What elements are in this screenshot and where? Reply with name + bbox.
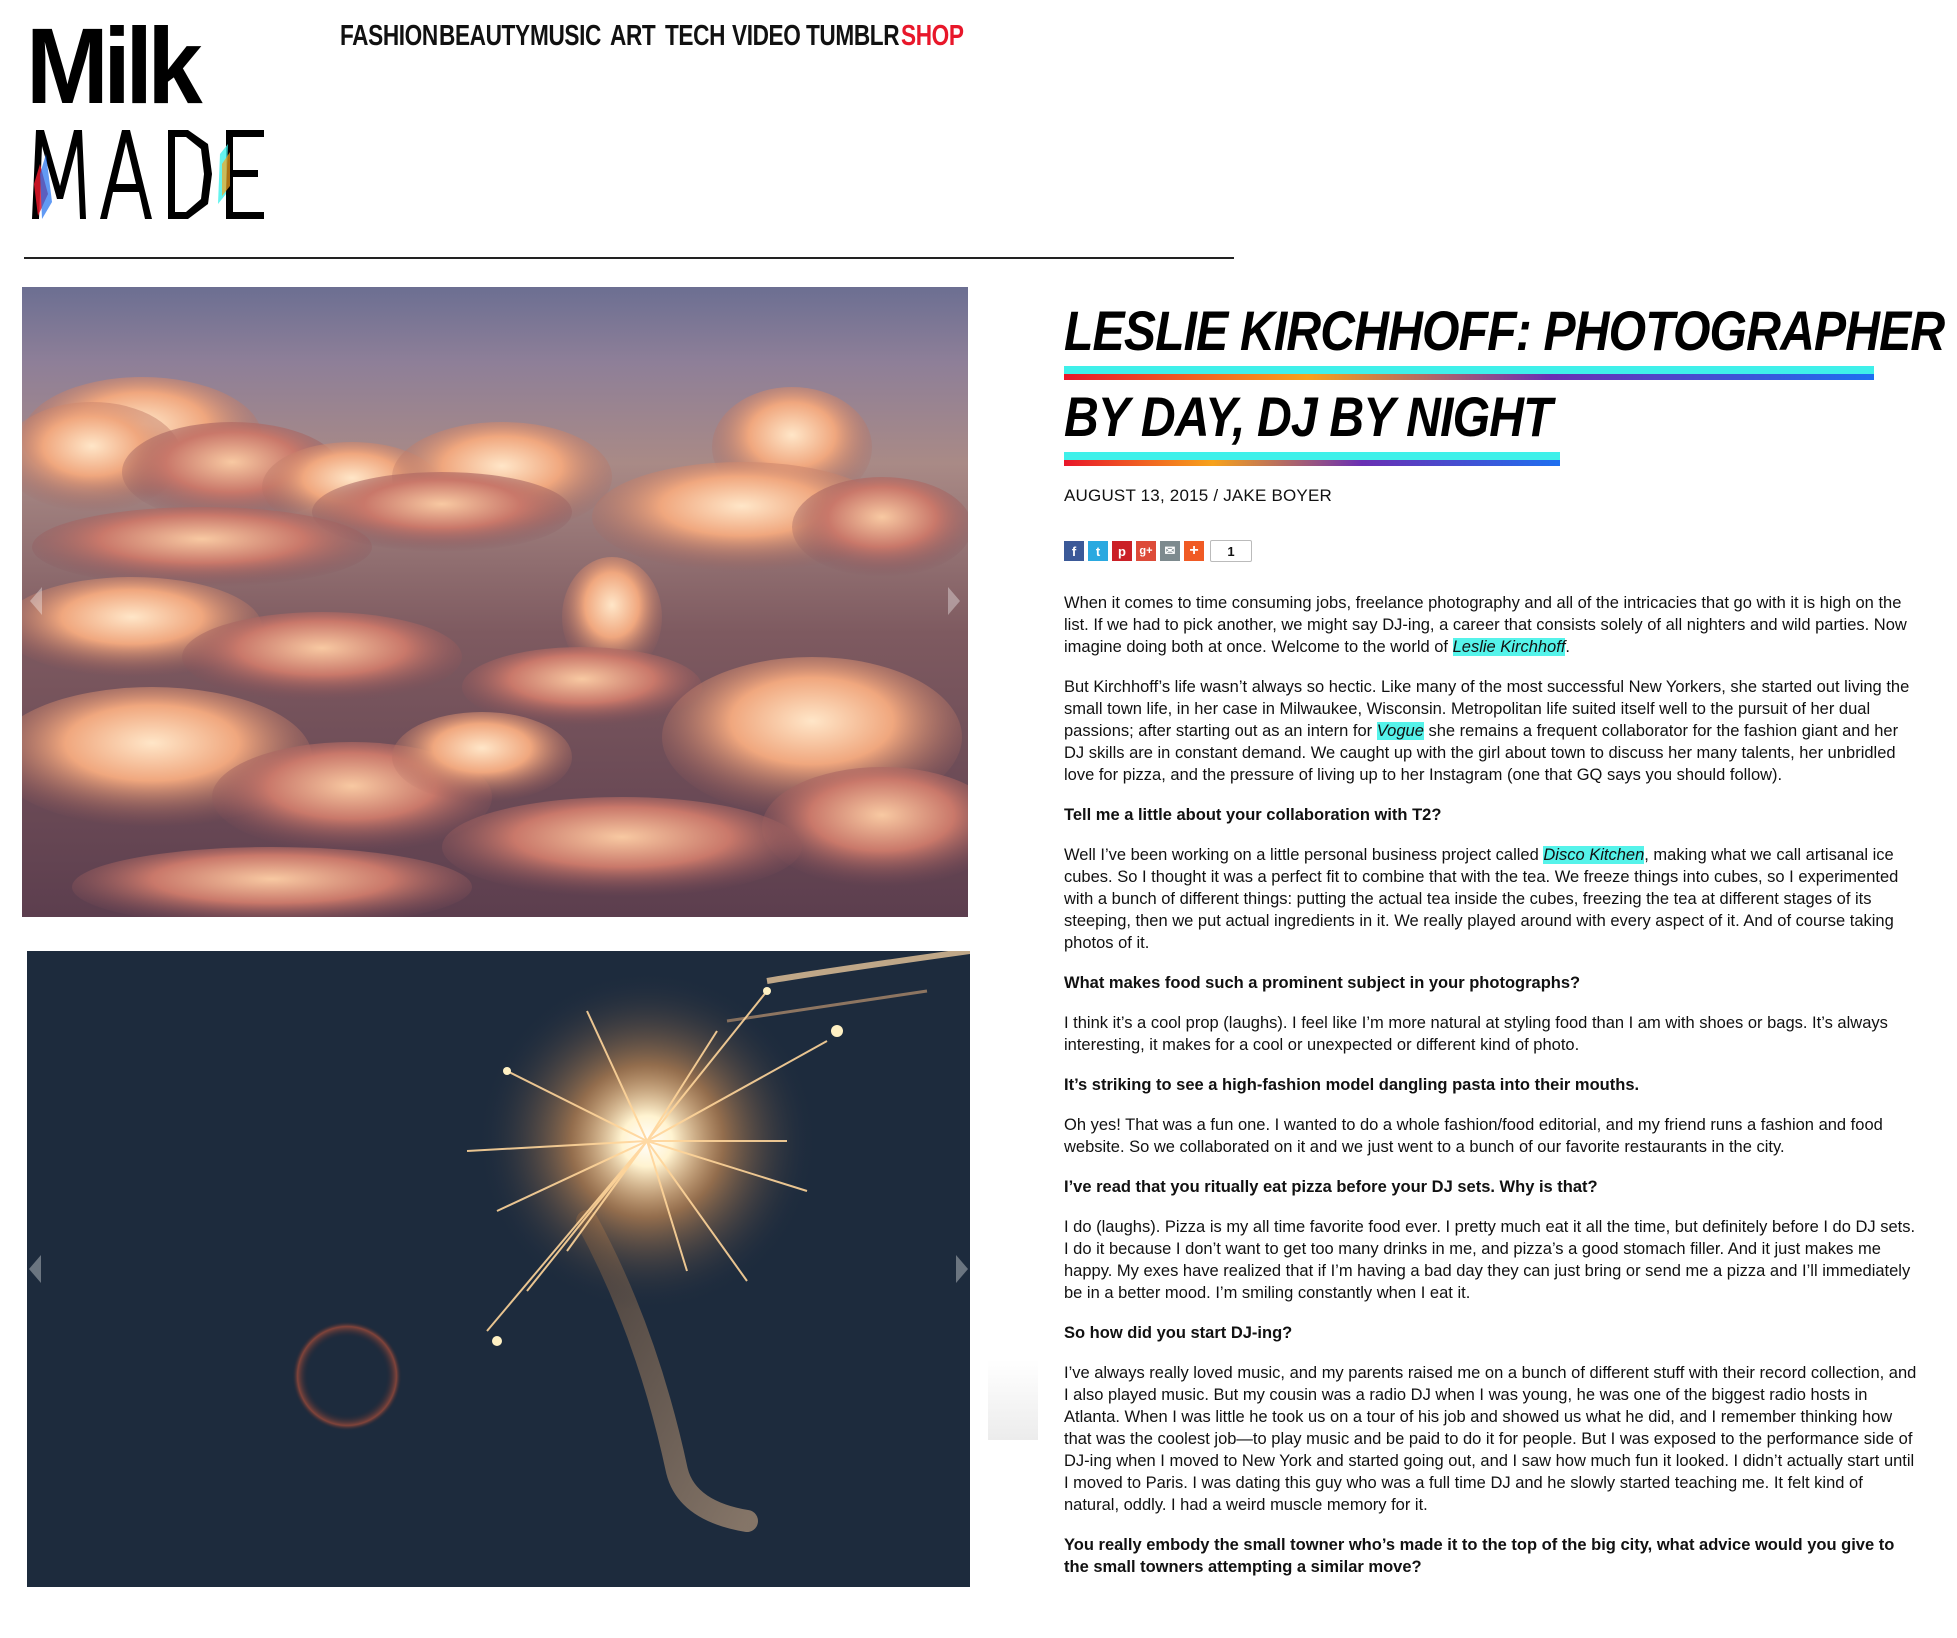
gallery-next-icon[interactable] — [948, 587, 960, 615]
sparkler-photo — [27, 951, 970, 1587]
link-vogue[interactable]: Vogue — [1376, 722, 1424, 740]
paragraph: I’ve always really loved music, and my parents raised me on a bunch of different stuff with their record collection, and I also played music. But my cousin was a radio DJ when I was young, he was one of the biggest radio hosts in Atlanta. When I was little he took us on a tour of his job and showed us what he did, and I remember thinking how that was the coolest job—to play music and be paid to do it for people. But I was exposed to the performance side of DJ-ing when I moved to New York and started going out, and I saw how much fun it looked. I didn’t actually start until I moved to Paris. I was dating this guy who was a full time DJ and he slowly started teaching me. It felt kind of natural, oddly. I had a weird muscle memory for it. — [1064, 1364, 1917, 1514]
nav-shop[interactable]: SHOP — [901, 20, 964, 52]
email-icon[interactable]: ✉ — [1160, 541, 1180, 561]
nav-beauty[interactable]: BEAUTY — [439, 20, 530, 52]
paragraph: I think it’s a cool prop (laughs). I feel like I’m more natural at styling food than I am with shoes or bags. It’s always interesting, it makes for a cool or unexpected or different kind of photo. — [1064, 1014, 1888, 1054]
nav-art[interactable]: ART — [610, 20, 656, 52]
link-disco-kitchen[interactable]: Disco Kitchen — [1543, 846, 1645, 864]
interview-question: What makes food such a prominent subject in your photographs? — [1064, 974, 1581, 992]
paragraph: I do (laughs). Pizza is my all time favorite food ever. I pretty much eat it all the time, but definitely before I do DJ sets. I do it because I don’t want to get too many drinks in me, and pizza’s a good stomach filler. And it just makes me happy. My exes have realized that if I’m having a bad day they can just bring or send me a pizza and I’ll immediately be in a better mood. I’m smiling constantly when I eat it. — [1064, 1218, 1916, 1302]
nav-video[interactable]: VIDEO — [732, 20, 801, 52]
article-title-line-2-wrap — [1064, 386, 1631, 448]
nav-tumblr[interactable]: TUMBLR — [806, 20, 900, 52]
article-body — [1064, 592, 1920, 1596]
facebook-icon[interactable]: f — [1064, 541, 1084, 561]
scroll-fade — [988, 1360, 1038, 1440]
nav-fashion[interactable]: FASHION — [340, 20, 438, 52]
more-share-icon[interactable]: + — [1184, 541, 1204, 561]
gallery-prev-icon[interactable] — [29, 1255, 41, 1283]
interview-question: You really embody the small towner who’s made it to the top of the big city, what advice would you give to the small towners attempting a similar move? — [1064, 1536, 1895, 1576]
paragraph: But Kirchhoff’s life wasn’t always so hectic. Like many of the most successful New Yorkers, she started out living the small town life, in her case in Milwaukee, Wisconsin. Metropolitan life suited itself well to the pursuit of her dual passions; after starting out as an intern for Vogue she remains a frequent collaborator for the fashion giant and her DJ skills are in constant demand. We caught up with the girl about town to discuss her many talents, her unbridled love for pizza, and the pressure of living up to her Instagram (one that GQ says you should follow). — [1064, 678, 1910, 784]
gallery-image-sparkler — [27, 951, 970, 1587]
googleplus-icon[interactable]: g+ — [1136, 541, 1156, 561]
link-leslie-kirchhoff[interactable]: Leslie Kirchhoff — [1452, 638, 1566, 656]
gallery-image-clouds — [22, 287, 968, 917]
interview-question: Tell me a little about your collaboration with T2? — [1064, 806, 1442, 824]
article-title-line-1-wrap — [1064, 300, 1957, 362]
logo-milk-text: Milk — [26, 5, 198, 126]
nav-music[interactable]: MUSIC — [530, 20, 601, 52]
paragraph: Oh yes! That was a fun one. I wanted to do a whole fashion/food editorial, and my friend runs a fashion and food website. So we collaborated on it and we just went to a bunch of our favorite restaurants in the city. — [1064, 1116, 1883, 1156]
article-title: LESLIE KIRCHHOFF: PHOTOGRAPHER — [1064, 299, 1945, 362]
title-underline-1 — [1064, 366, 1874, 380]
title-underline-2 — [1064, 452, 1560, 466]
logo-made-wordmark — [30, 124, 270, 224]
interview-question: So how did you start DJ-ing? — [1064, 1324, 1293, 1342]
share-bar — [1064, 540, 1252, 562]
nav-tech[interactable]: TECH — [665, 20, 726, 52]
clouds-photo — [22, 287, 968, 917]
paragraph: Well I’ve been working on a little personal business project called Disco Kitchen, making what we call artisanal ice cubes. So I thought it was a perfect fit to combine that with the tea. We freeze things into cubes, so I experimented with a bunch of different things: putting the actual tea inside the cubes, freezing the tea at different stages of its steeping, then we put actual ingredients in it. We really played around with every aspect of it. And of course taking photos of it. — [1064, 846, 1899, 952]
interview-question: I’ve read that you ritually eat pizza before your DJ sets. Why is that? — [1064, 1178, 1598, 1196]
pinterest-icon[interactable]: p — [1112, 541, 1132, 561]
article-byline: AUGUST 13, 2015 / JAKE BOYER — [1064, 486, 1332, 505]
interview-question: It’s striking to see a high-fashion model dangling pasta into their mouths. — [1064, 1076, 1640, 1094]
paragraph: When it comes to time consuming jobs, freelance photography and all of the intricacies that go with it is high on the list. If we had to pick another, we might say DJ-ing, a career that consists solely of all nighters and wild parties. Now imagine doing both at once. Welcome to the world of Leslie Kirchhoff. — [1064, 594, 1907, 656]
site-logo[interactable] — [26, 5, 276, 226]
gallery-prev-icon[interactable] — [30, 587, 42, 615]
article-title-line-2: BY DAY, DJ BY NIGHT — [1064, 385, 1552, 448]
gallery-next-icon[interactable] — [956, 1255, 968, 1283]
header-divider — [24, 257, 1234, 259]
share-count: 1 — [1210, 540, 1252, 562]
twitter-icon[interactable]: t — [1088, 541, 1108, 561]
